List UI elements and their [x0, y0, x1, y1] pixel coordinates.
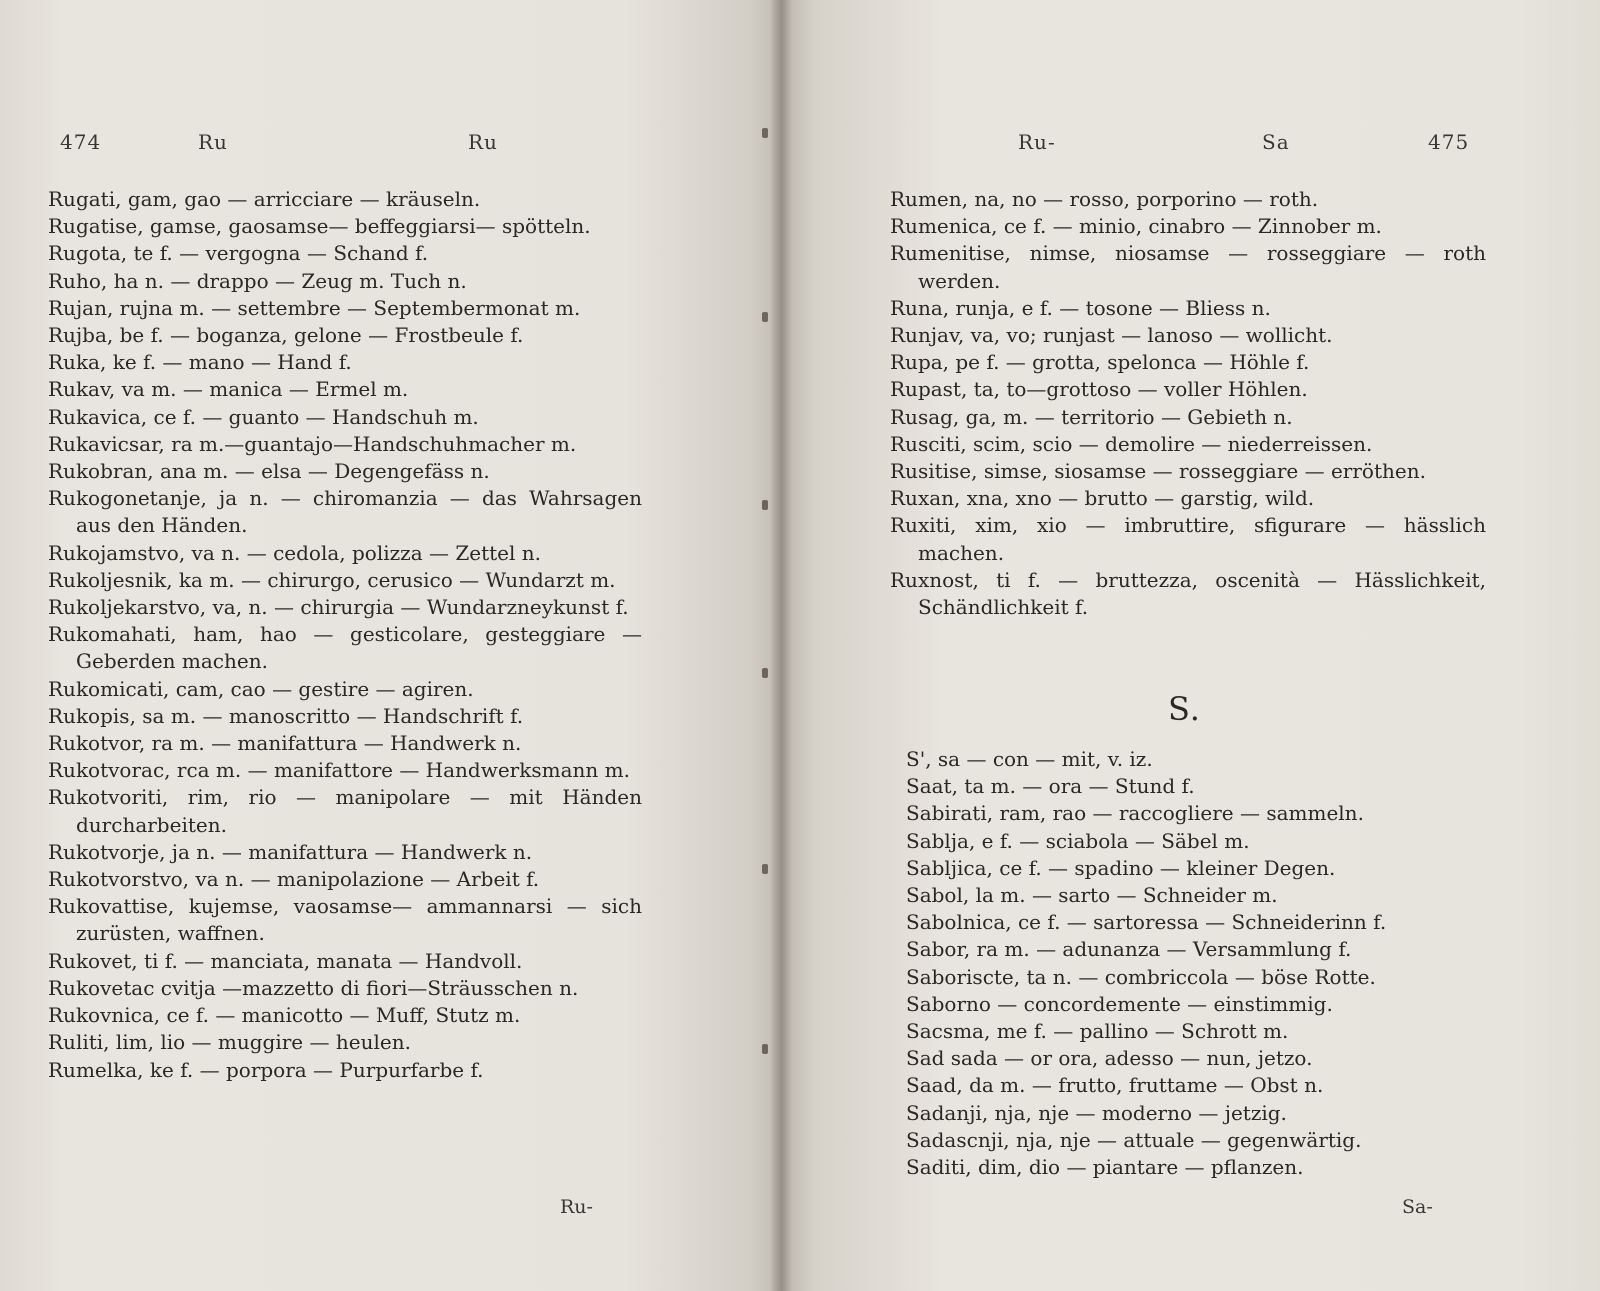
dictionary-entry: Rukoljesnik, ka m. — chirurgo, cerusico — Wundarzt m.	[48, 567, 616, 592]
dictionary-entry: Rugota, te f. — vergogna — Schand f.	[48, 241, 429, 266]
dictionary-entry: Saad, da m. — frutto, fruttame — Obst n.	[906, 1073, 1324, 1098]
dictionary-entry: Rumenitise, nimse, niosamse — rosseggiare — roth werden.	[890, 241, 1486, 293]
dictionary-entry: Rukopis, sa m. — manoscritto — Handschrift f.	[48, 703, 524, 728]
dictionary-entry: Sabolnica, ce f. — sartoressa — Schneiderinn f.	[906, 910, 1387, 935]
dictionary-entry: Rugatise, gamse, gaosamse— beffeggiarsi— spötteln.	[48, 214, 591, 239]
dictionary-entry: Rukovet, ti f. — manciata, manata — Handvoll.	[48, 948, 523, 973]
dictionary-entry: Rukotvorac, rca m. — manifattore — Handwerksmann m.	[48, 758, 630, 783]
dictionary-entry: Rukomahati, ham, hao — gesticolare, gesteggiare — Geberden machen.	[48, 622, 642, 674]
binding-stitch	[762, 864, 768, 874]
dictionary-entry: Rusitise, simse, siosamse — rosseggiare — erröthen.	[890, 459, 1426, 484]
dictionary-entry: Saat, ta m. — ora — Stund f.	[906, 774, 1195, 799]
dictionary-entry: Rujan, rujna m. — settembre — Septembermonat m.	[48, 295, 581, 320]
s-entries	[906, 746, 1484, 1181]
dictionary-entry: Rukojamstvo, va n. — cedola, polizza — Zettel n.	[48, 540, 541, 565]
dictionary-entry: Rukovattise, kujemse, vaosamse— ammannarsi — sich zurüsten, waffnen.	[48, 894, 642, 946]
left-head-right: Ru	[468, 130, 498, 154]
dictionary-entry: Sadanji, nja, nje — moderno — jetzig.	[906, 1100, 1287, 1125]
dictionary-entry: Ruka, ke f. — mano — Hand f.	[48, 350, 352, 375]
dictionary-entry: Rukovnica, ce f. — manicotto — Muff, Stutz m.	[48, 1003, 521, 1028]
left-catchword: Ru-	[560, 1196, 593, 1218]
binding-stitch	[762, 128, 768, 138]
dictionary-entry: Ruxiti, xim, xio — imbruttire, sfigurare — hässlich machen.	[890, 513, 1486, 565]
dictionary-entry: Sadascnji, nja, nje — attuale — gegenwärtig.	[906, 1127, 1362, 1152]
dictionary-entry: Rujba, be f. — boganza, gelone — Frostbeule f.	[48, 323, 524, 348]
binding-stitch	[762, 312, 768, 322]
dictionary-entry: Saboriscte, ta n. — combriccola — böse Rotte.	[906, 964, 1376, 989]
dictionary-entry: Rusag, ga, m. — territorio — Gebieth n.	[890, 404, 1293, 429]
dictionary-entry: Rukovetac cvitja —mazzetto di fiori—Sträusschen n.	[48, 975, 579, 1000]
binding-stitch	[762, 668, 768, 678]
dictionary-entry: Sabirati, ram, rao — raccogliere — sammeln.	[906, 801, 1364, 826]
dictionary-entry: Saditi, dim, dio — piantare — pflanzen.	[906, 1155, 1304, 1180]
dictionary-entry: Rukav, va m. — manica — Ermel m.	[48, 377, 409, 402]
right-entries	[890, 186, 1486, 621]
dictionary-entry: Rukotvoriti, rim, rio — manipolare — mit Händen durcharbeiten.	[48, 785, 642, 837]
dictionary-entry: Sad sada — or ora, adesso — nun, jetzo.	[906, 1046, 1313, 1071]
right-catchword: Sa-	[1402, 1196, 1433, 1218]
dictionary-entry: Sacsma, me f. — pallino — Schrott m.	[906, 1019, 1289, 1044]
dictionary-entry: Ruxnost, ti f. — bruttezza, oscenità — Hässlichkeit, Schändlichkeit f.	[890, 567, 1486, 620]
dictionary-entry: Rukomicati, cam, cao — gestire — agiren.	[48, 676, 474, 701]
dictionary-entry: Rukobran, ana m. — elsa — Degengefäss n.	[48, 459, 490, 484]
dictionary-entry: Ruxan, xna, xno — brutto — garstig, wild.	[890, 486, 1315, 511]
dictionary-entry: Sabljica, ce f. — spadino — kleiner Degen.	[906, 855, 1336, 880]
dictionary-entry: Rusciti, scim, scio — demolire — niederreissen.	[890, 431, 1373, 456]
right-head-right: Sa	[1262, 130, 1290, 154]
dictionary-entry: Rukotvorje, ja n. — manifattura — Handwerk n.	[48, 839, 533, 864]
binding-stitch	[762, 500, 768, 510]
left-head-left: Ru	[198, 130, 228, 154]
right-page-number: 475	[1428, 130, 1470, 154]
dictionary-entry: Rumelka, ke f. — porpora — Purpurfarbe f.	[48, 1057, 484, 1082]
dictionary-entry: Rupast, ta, to—grottoso — voller Höhlen.	[890, 377, 1308, 402]
dictionary-entry: Rumenica, ce f. — minio, cinabro — Zinnober m.	[890, 214, 1382, 239]
dictionary-entry: Ruho, ha n. — drappo — Zeug m. Tuch n.	[48, 268, 467, 293]
dictionary-entry: Rukoljekarstvo, va, n. — chirurgia — Wundarzneykunst f.	[48, 595, 629, 620]
dictionary-entry: S', sa — con — mit, v. iz.	[906, 747, 1153, 771]
dictionary-entry: Runjav, va, vo; runjast — lanoso — wollicht.	[890, 323, 1333, 348]
dictionary-entry: Rukavicsar, ra m.—guantajo—Handschuhmacher m.	[48, 431, 577, 456]
dictionary-entry: Rugati, gam, gao — arricciare — kräuseln.	[48, 187, 481, 211]
dictionary-entry: Rukavica, ce f. — guanto — Handschuh m.	[48, 404, 479, 429]
dictionary-entry: Sablja, e f. — sciabola — Säbel m.	[906, 828, 1250, 853]
left-page-number: 474	[60, 130, 102, 154]
dictionary-entry: Ruliti, lim, lio — muggire — heulen.	[48, 1030, 411, 1055]
dictionary-entry: Rupa, pe f. — grotta, spelonca — Höhle f.	[890, 350, 1310, 375]
book-gutter	[770, 0, 792, 1291]
dictionary-entry: Runa, runja, e f. — tosone — Bliess n.	[890, 295, 1271, 320]
dictionary-entry: Rukotvorstvo, va n. — manipolazione — Arbeit f.	[48, 867, 540, 892]
dictionary-entry: Rukotvor, ra m. — manifattura — Handwerk n.	[48, 731, 522, 756]
binding-stitch	[762, 1044, 768, 1054]
dictionary-entry: Saborno — concordemente — einstimmig.	[906, 991, 1333, 1016]
left-entries	[48, 186, 642, 1084]
section-letter: S.	[1168, 690, 1201, 728]
dictionary-entry: Sabol, la m. — sarto — Schneider m.	[906, 883, 1278, 908]
right-head-left: Ru-	[1018, 130, 1056, 154]
dictionary-entry: Rukogonetanje, ja n. — chiromanzia — das Wahrsagen aus den Händen.	[48, 486, 642, 538]
dictionary-entry: Rumen, na, no — rosso, porporino — roth.	[890, 187, 1319, 211]
dictionary-entry: Sabor, ra m. — adunanza — Versammlung f.	[906, 937, 1352, 962]
